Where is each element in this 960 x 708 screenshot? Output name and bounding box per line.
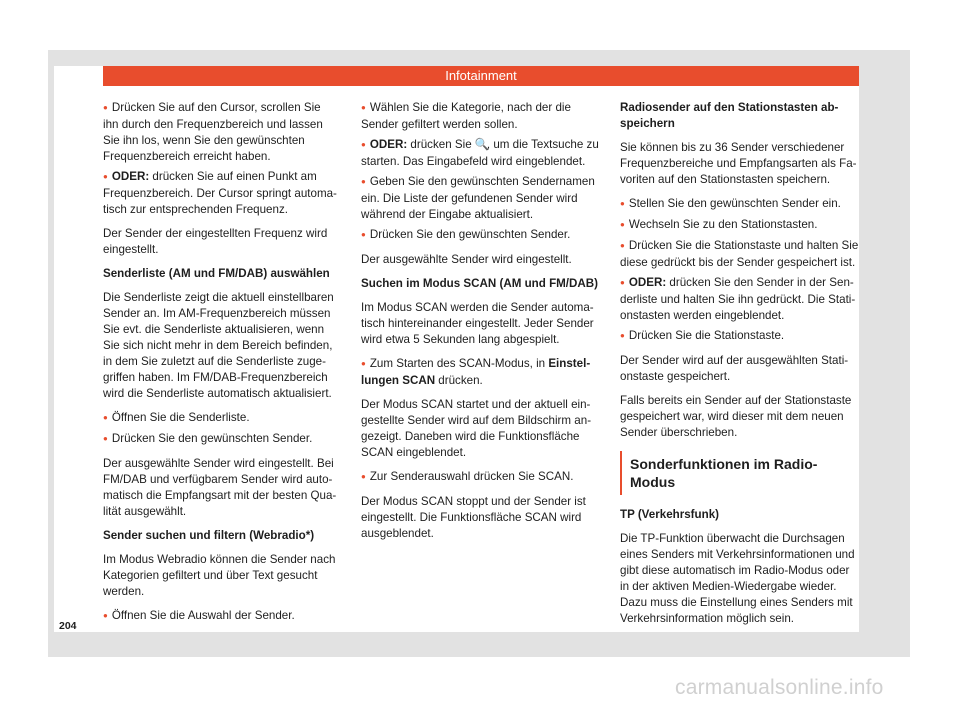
paragraph: Sie können bis zu 36 Sender verschiedener Frequenzbereiche und Empfangsarten als Favoriten auf den Stationstasten speichern.: [620, 141, 857, 186]
list-item: ● Wählen Sie die Kategorie, nach der die Sender gefiltert werden sollen.: [361, 100, 605, 133]
list-item: ● Öffnen Sie die Senderliste.: [103, 410, 339, 427]
subheading: Suchen im Modus SCAN (AM und FM/DAB): [361, 277, 599, 290]
section-header: Infotainment: [103, 66, 859, 86]
paragraph: Im Modus SCAN werden die Sender automatisch hintereinander eingestellt. Jeder Sender wird etwa 5 Sekunden lang abgespielt.: [361, 301, 594, 346]
list-item: ● ODER: drücken Sie 🔍, um die Textsuche zu starten. Das Eingabefeld wird eingeblendet.: [361, 137, 605, 170]
paragraph: Der Sender wird auf der ausgewählten Stationstaste gespeichert.: [620, 354, 849, 383]
subheading: Sender suchen und filtern (Webradio*): [103, 529, 315, 542]
section-title: Sonderfunktionen im Radio-Modus: [620, 451, 860, 495]
list-item: ● Stellen Sie den gewünschten Sender ein.: [620, 196, 860, 213]
paragraph: Die TP-Funktion überwacht die Durchsagen eines Senders mit Verkehrsinformationen und gibt diese automatisch im Radio-Modus oder in der aktiven Medien-Wiedergabe wieder. Dazu muss die Einstellung eines Senders mit Verkehrsinformation möglich sein.: [620, 532, 855, 625]
list-item: ● ODER: drücken Sie auf einen Punkt am Frequenzbereich. Der Cursor springt automatisch zur entsprechenden Frequenz.: [103, 169, 339, 218]
list-item: ● Drücken Sie den gewünschten Sender.: [361, 227, 605, 244]
search-icon: 🔍: [474, 138, 490, 151]
paragraph: Der ausgewählte Sender wird eingestellt.: [361, 253, 572, 266]
list-item: ● Drücken Sie die Stationstaste.: [620, 328, 860, 345]
watermark: carmanualsonline.info: [675, 676, 884, 699]
list-item: ● Wechseln Sie zu den Stationstasten.: [620, 217, 860, 234]
page-number: 204: [59, 620, 77, 632]
subheading: Radiosender auf den Stationstasten abspeichern: [620, 101, 839, 130]
list-item: ● Drücken Sie auf den Cursor, scrollen Sie ihn durch den Frequenzbereich und lassen Sie ihn los, wenn Sie den gewünschten Frequenzbereich erreicht haben.: [103, 100, 339, 165]
list-item: ● Öffnen Sie die Auswahl der Sender.: [103, 608, 339, 625]
column-3: [620, 100, 860, 635]
list-item: ● Drücken Sie die Stationstaste und halten Sie diese gedrückt bis der Sender gespeichert ist.: [620, 238, 860, 271]
column-2: [361, 100, 605, 550]
subheading: Senderliste (AM und FM/DAB) auswählen: [103, 267, 330, 280]
subheading: TP (Verkehrsfunk): [620, 508, 720, 521]
paragraph: Die Senderliste zeigt die aktuell einstellbaren Sender an. Im AM-Frequenzbereich müssen Sie evt. die Senderliste aktualisieren, wenn Sie sich nicht mehr in dem Bereich befinden, in dem Sie zuletzt auf die Senderliste zugegriffen haben. Im FM/DAB-Frequenzbereich wird die Senderliste automatisch aktualisiert.: [103, 291, 334, 400]
list-item: ● Zur Senderauswahl drücken Sie SCAN.: [361, 469, 605, 486]
paragraph: Der Modus SCAN stoppt und der Sender ist eingestellt. Die Funktionsfläche SCAN wird ausgeblendet.: [361, 495, 586, 540]
paragraph: Im Modus Webradio können die Sender nach Kategorien gefiltert und über Text gesucht werden.: [103, 553, 336, 598]
list-item: ● Drücken Sie den gewünschten Sender.: [103, 431, 339, 448]
paragraph: Der Sender der eingestellten Frequenz wird eingestellt.: [103, 227, 328, 256]
paragraph: Der ausgewählte Sender wird eingestellt. Bei FM/DAB und verfügbarem Sender wird automatisch die Empfangsart mit der besten Qualität ausgewählt.: [103, 457, 337, 518]
paragraph: Der Modus SCAN startet und der aktuell eingestellte Sender wird auf dem Bildschirm angezeigt. Daneben wird die Funktionsfläche SCAN eingeblendet.: [361, 398, 592, 459]
column-1: [103, 100, 339, 633]
paragraph: Falls bereits ein Sender auf der Stationstaste gespeichert war, wird dieser mit dem neuen Sender überschrieben.: [620, 394, 852, 439]
list-item: ● Geben Sie den gewünschten Sendernamen ein. Die Liste der gefundenen Sender wird während der Eingabe aktualisiert.: [361, 174, 605, 223]
list-item: ● Zum Starten des SCAN-Modus, in Einstellungen SCAN drücken.: [361, 356, 605, 389]
list-item: ● ODER: drücken Sie den Sender in der Senderliste und halten Sie ihn gedrückt. Die Stationstasten werden eingeblendet.: [620, 275, 860, 324]
